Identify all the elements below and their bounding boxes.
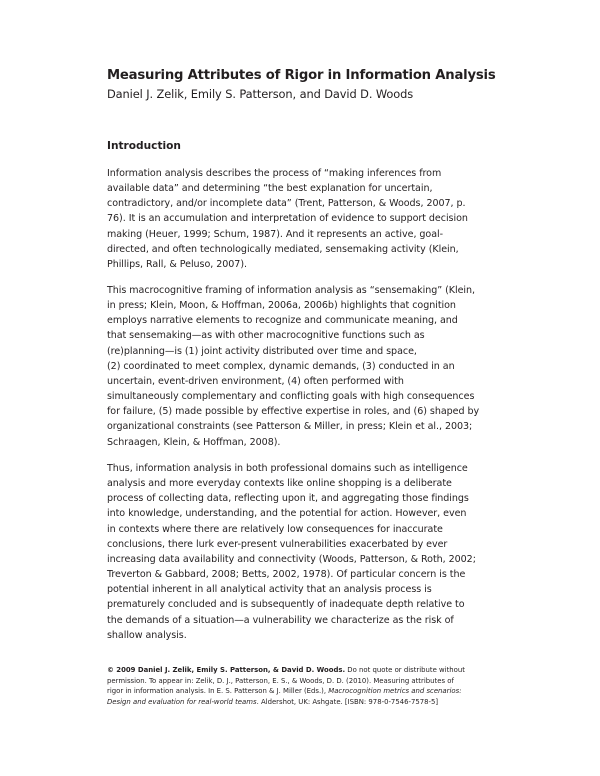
text-line: simultaneously complementary and conflicting goals with high consequences xyxy=(107,391,475,403)
text-line: making (Heuer, 1999; Schum, 1987). And it represents an active, goal- xyxy=(107,228,444,240)
text-line: (re)planning—is (1) joint activity distributed over time and space, xyxy=(107,345,417,357)
text-line: shallow analysis. xyxy=(107,629,187,641)
copyright-notice: © 2009 Daniel J. Zelik, Emily S. Patterson, & David D. Woods. xyxy=(107,666,346,674)
text-line: potential inherent in all analytical activity that an analysis process is xyxy=(107,584,432,596)
text-line: contradictory, and/or incomplete data” (Trent, Patterson, & Woods, 2007, p. xyxy=(107,198,466,210)
text-line: conclusions, there lurk ever-present vulnerabilities exacerbated by ever xyxy=(107,538,448,550)
text-line: analysis and more everyday contexts like online shopping is a deliberate xyxy=(107,478,452,490)
document-authors: Daniel J. Zelik, Emily S. Patterson, and David D. Woods xyxy=(107,87,414,101)
footer-text: rigor in information analysis. In E. S. Patterson & J. Miller (Eds.), xyxy=(107,687,329,696)
text-line: uncertain, event-driven environment, (4) often performed with xyxy=(107,375,404,387)
text-line: in press; Klein, Moon, & Hoffman, 2006a, 2006b) highlights that cognition xyxy=(107,300,456,312)
text-line: Schraagen, Klein, & Hoffman, 2008). xyxy=(107,436,281,448)
text-line: available data” and determining “the best explanation for uncertain, xyxy=(107,183,433,195)
text-line: This macrocognitive framing of information analysis as “sensemaking” (Klein, xyxy=(107,285,476,296)
paragraph-3 xyxy=(107,461,499,643)
footer-text: Do not quote or distribute without xyxy=(345,666,465,674)
text-line: employs narrative elements to recognize and communicate meaning, and xyxy=(107,315,458,327)
text-line: that sensemaking—as with other macrocognitive functions such as xyxy=(107,330,425,342)
book-title: Macrocognition metrics and scenarios: xyxy=(328,687,462,696)
text-line: the demands of a situation—a vulnerability we characterize as the risk of xyxy=(107,614,454,626)
text-line: 76). It is an accumulation and interpretation of evidence to support decision xyxy=(107,213,468,225)
text-line: prematurely concluded and is subsequently of inadequate depth relative to xyxy=(107,599,465,611)
footer-line xyxy=(107,686,507,697)
paragraph-1 xyxy=(107,166,499,272)
footer-text: . Aldershot, UK: Ashgate. [ISBN: 978-0-7546-7578-5] xyxy=(256,697,439,706)
text-line: in contexts where there are relatively low consequences for inaccurate xyxy=(107,523,443,535)
text-line: into knowledge, understanding, and the potential for action. However, even xyxy=(107,508,467,520)
footer-line: permission. To appear in: Zelik, D. J., Patterson, E. S., & Woods, D. D. (2010). Measuring attributes of xyxy=(107,676,454,685)
text-line: for failure, (5) made possible by effective expertise in roles, and (6) shaped by xyxy=(107,406,480,418)
copyright-footer xyxy=(107,665,507,707)
paragraph-2 xyxy=(107,283,499,450)
text-line: Information analysis describes the process of “making inferences from xyxy=(107,168,442,179)
text-line: process of collecting data, reflecting upon it, and aggregating those findings xyxy=(107,493,469,505)
text-line: (2) coordinated to meet complex, dynamic demands, (3) conducted in an xyxy=(107,360,455,372)
text-line: directed, and often technologically mediated, sensemaking activity (Klein, xyxy=(107,243,459,255)
text-line: Phillips, Rall, & Peluso, 2007). xyxy=(107,258,247,270)
text-line: Treverton & Gabbard, 2008; Betts, 2002, 1978). Of particular concern is the xyxy=(107,569,466,581)
document-title: Measuring Attributes of Rigor in Information Analysis xyxy=(107,68,496,83)
text-line: Thus, information analysis in both professional domains such as intelligence xyxy=(107,463,468,474)
footer-line xyxy=(107,665,507,676)
text-line: organizational constraints (see Patterson & Miller, in press; Klein et al., 2003; xyxy=(107,421,473,433)
section-heading: Introduction xyxy=(107,140,181,152)
footer-line xyxy=(107,697,507,708)
book-title: Design and evaluation for real-world teams xyxy=(107,697,257,706)
text-line: increasing data availability and connectivity (Woods, Patterson, & Roth, 2002; xyxy=(107,553,476,565)
